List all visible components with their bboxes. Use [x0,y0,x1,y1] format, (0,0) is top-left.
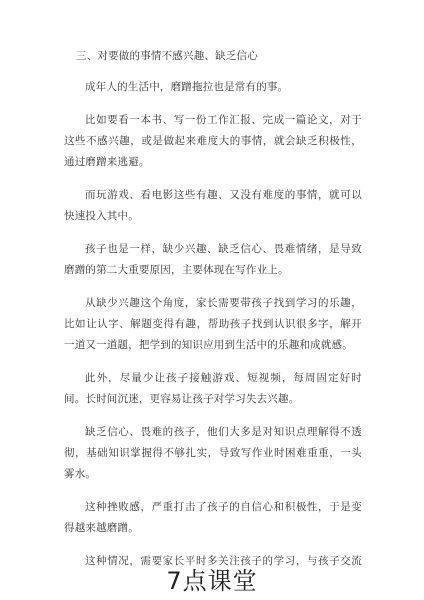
paragraph: 缺乏信心、畏难的孩子，他们大多是对知识点理解得不透彻，基础知识掌握得不够扎实，导致写作业时困难重重，一头雾水。 [64,426,362,480]
paragraph: 这种情况，需要家长平时多关注孩子的学习，与孩子交流 [85,555,362,566]
paragraph: 而玩游戏、看电影这些有趣、又没有难度的事情，就可以快速投入其中。 [64,189,362,222]
paragraph: 孩子也是一样，缺少兴趣、缺乏信心、畏难情绪，是导致磨蹭的第二大重要原因，主要体现在写作业上。 [64,243,362,276]
watermark-logo: 7点课堂 [166,567,258,595]
section-heading: 三、对要做的事情不感兴趣、缺乏信心 [76,50,258,62]
paragraph: 从缺少兴趣这个角度，家长需要带孩子找到学习的乐趣，比如让认字、解题变得有趣，帮助孩子找到认识很多字，解开一道又一道题，把学到的知识应用到生活中的乐趣和成就感。 [64,297,362,351]
paragraph: 成年人的生活中，磨蹭拖拉也是常有的事。 [85,81,289,93]
article-body [64,46,362,566]
paragraph: 这种挫败感，严重打击了孩子的自信心和积极性，于是变得越来越磨蹭。 [64,501,362,534]
paragraph: 此外，尽量少让孩子接触游戏、短视频，每周固定好时间。长时间沉迷，更容易让孩子对学习失去兴趣。 [64,372,362,405]
paragraph: 比如要看一本书、写一份工作汇报、完成一篇论文，对于这些不感兴趣，或是做起来难度大的事情，就会缺乏积极性，通过磨蹭来逃避。 [64,114,362,168]
